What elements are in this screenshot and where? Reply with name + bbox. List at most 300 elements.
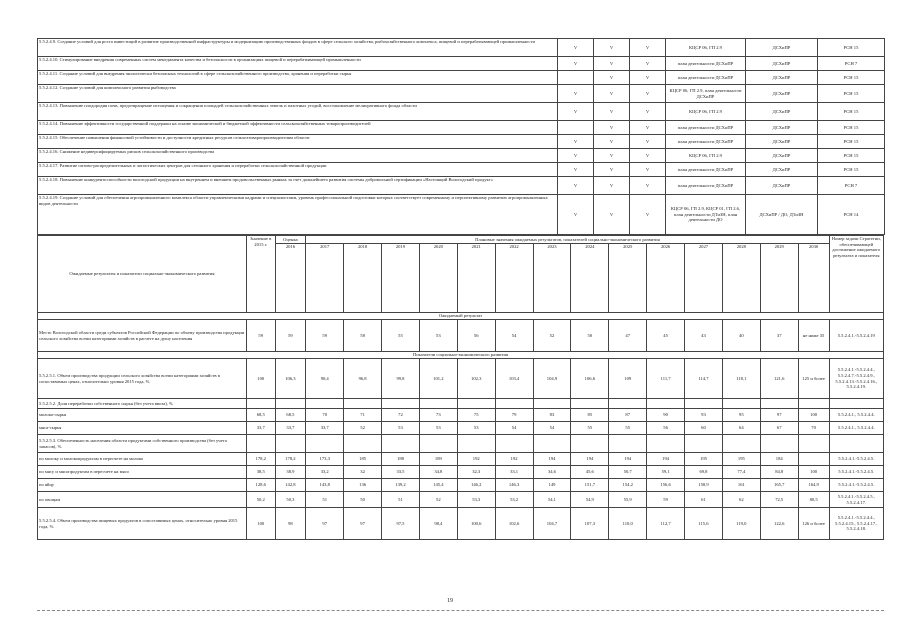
measure-row [38,85,885,103]
measure-document: КЦСР 06, ГП 2.9, план деятельности ДСХиПР [666,85,746,103]
measure-text: 5.5.2.4.9. Создание условий для роста инвестиций в развитие производственной инфраструктуры и модернизацию производственных фондов в сфере сельского хозяйства, рыбохозяйственного комплекса, пищевой и перерабатывающей промышленности [38,39,558,57]
measure-rsn: РСН 15 [818,121,885,135]
year-header: 2019 [382,244,420,313]
result-row [38,466,884,479]
result-value [798,453,829,466]
result-task: 5.5.2.4.1.-5.5.2.4.5. [829,479,883,492]
measure-rsn: РСН 15 [818,103,885,121]
result-row [38,359,884,399]
result-task [829,399,883,409]
result-value: 53 [457,422,495,435]
result-value: 184 [760,453,798,466]
result-value: 101,2 [419,359,457,399]
measure-mark-a [558,121,594,135]
result-value: 106,3 [275,359,306,399]
result-value: 59 [275,320,306,352]
measure-mark-b: V [594,177,630,195]
measure-executor: ДСХиПР [746,135,818,149]
result-value: 100,6 [457,508,495,540]
result-value: 73 [419,409,457,422]
measure-document: план деятельности ДСХиПР [666,121,746,135]
result-value [382,399,420,409]
measure-row [38,177,885,195]
result-task: 5.5.2.4.1.-5.5.2.4.4., 5.5.2.4.7.-5.5.2.4.9., 5.5.2.4.13.-5.5.2.4.16., 5.5.2.4.19. [829,359,883,399]
result-value [609,435,647,453]
result-value: 112,7 [647,508,685,540]
result-value: 99,8 [382,359,420,399]
result-value: 100 [798,409,829,422]
result-value: 102,6 [495,508,533,540]
result-value: 103,4 [495,359,533,399]
result-value [275,435,306,453]
year-header: 2018 [344,244,382,313]
measure-executor: ДСХиПР [746,39,818,57]
result-value: 64 [722,422,760,435]
result-value: 55,9 [609,492,647,508]
measure-document: план деятельности ДСХиПР [666,71,746,85]
result-value [722,399,760,409]
result-value: 50,7 [609,466,647,479]
result-value: 37 [760,320,798,352]
measures-table [37,38,885,235]
measure-rsn: РСН 7 [818,177,885,195]
result-value: 53,3 [457,492,495,508]
result-value: 136 [344,479,382,492]
result-value: 50 [571,320,609,352]
measure-mark-c: V [630,103,666,121]
result-value: 53 [419,422,457,435]
result-value: 122,6 [760,508,798,540]
result-value: 69,8 [685,466,723,479]
result-value: 100 [798,466,829,479]
year-header: 2023 [533,244,571,313]
result-label: по молоку и молокопродуктам в пересчете на молоко [38,453,247,466]
result-value: 104,9 [533,359,571,399]
result-value [798,399,829,409]
measure-text: 5.5.2.4.18. Повышение конкурентоспособности вологодской продукции на внутреннем и внешнем продовольственных рынках за счет дальнейшего развития системы добровольной сертификации «Настоящий Вологодский продукт» [38,177,558,195]
result-value: 52 [419,492,457,508]
result-value: 97 [306,508,344,540]
result-value [760,399,798,409]
result-value: 100 [246,359,275,399]
result-value: 173,3 [306,453,344,466]
result-value: 59 [306,320,344,352]
measure-executor: ДСХиПР [746,177,818,195]
result-value: 151,7 [571,479,609,492]
measure-document: КЦСР 06, ГП 2.9 [666,149,746,163]
measure-text: 5.5.2.4.12. Создание условий для комплексного развития рыбоводства [38,85,558,103]
result-value: 97 [760,409,798,422]
measure-mark-a [558,71,594,85]
measure-mark-c: V [630,195,666,235]
measure-row [38,71,885,85]
results-label-header: Ожидаемые результаты и показатели социально-экономического развития [38,236,247,313]
result-value: 165,7 [760,479,798,492]
result-value: 161 [722,479,760,492]
result-value: 111,7 [647,359,685,399]
result-value: 118,1 [722,359,760,399]
result-value: 34,6 [533,466,571,479]
year-header: 2017 [306,244,344,313]
result-label: молока-сырья [38,409,247,422]
measure-mark-a: V [558,149,594,163]
year-header: 2022 [495,244,533,313]
measure-row [38,163,885,177]
result-value [685,435,723,453]
result-value [571,399,609,409]
result-value: 185 [344,453,382,466]
result-value: 178,2 [275,453,306,466]
result-value: 40 [722,320,760,352]
result-value: 59 [246,320,275,352]
result-value: 47 [609,320,647,352]
result-value: 54,9 [571,492,609,508]
result-value: 33,1 [495,466,533,479]
result-value: 93 [685,409,723,422]
result-value: 98,4 [419,508,457,540]
result-value: 143,8 [306,479,344,492]
result-value [722,435,760,453]
result-value: 121,6 [760,359,798,399]
result-value: 100 [246,508,275,540]
measure-rsn: РСН 7 [818,57,885,71]
result-value: 85 [571,409,609,422]
measure-document: план деятельности ДСХиПР [666,163,746,177]
result-value [382,435,420,453]
measure-document: план деятельности ДСХиПР [666,135,746,149]
result-value: 80,5 [798,492,829,508]
result-row [38,320,884,352]
result-task [829,435,883,453]
result-value [647,435,685,453]
measure-rsn: РСН 15 [818,71,885,85]
result-task: 5.5.2.4.1.-5.5.2.4.5. [829,453,883,466]
section-expected-result: Ожидаемый результат [38,313,884,320]
result-value [275,399,306,409]
measure-rsn: РСН 15 [818,85,885,103]
measure-rsn: РСН 15 [818,149,885,163]
measure-mark-b: V [594,121,630,135]
result-value: 72,5 [760,492,798,508]
result-value: 104,7 [533,508,571,540]
result-value [495,435,533,453]
section-indicators-row [38,352,884,359]
result-value: 75 [457,409,495,422]
year-header: 2027 [685,244,723,313]
result-value: 194 [609,453,647,466]
result-value: 71 [344,409,382,422]
page-number: 19 [447,598,453,604]
result-value: 51 [306,492,344,508]
result-value: 189 [419,453,457,466]
measure-mark-b: V [594,57,630,71]
result-value: 54 [533,422,571,435]
measure-mark-a: V [558,163,594,177]
measure-rsn: РСН 14 [818,195,885,235]
measure-row [38,103,885,121]
result-value: 110,0 [609,508,647,540]
result-value [246,399,275,409]
measure-document: план деятельности ДСХиПР [666,57,746,71]
result-value: 106,6 [571,359,609,399]
result-value: 32 [344,466,382,479]
result-value [457,435,495,453]
measure-mark-c: V [630,85,666,103]
result-value: 50,3 [275,492,306,508]
result-value: 50 [344,492,382,508]
measure-text: 5.5.2.4.15. Обеспечение повышения финансовой устойчивости и доступности кредитных ресурсов сельхозтоваропроизводителям области [38,135,558,149]
result-label: Место Вологодской области среди субъектов Российской Федерации по объему производства продукции сельского хозяйства всеми категориями хозяйств в расчете на душу населения [38,320,247,352]
measure-row [38,39,885,57]
result-value: 97,5 [382,508,420,540]
result-value: 60 [685,422,723,435]
measure-row [38,57,885,71]
result-value: 58 [344,320,382,352]
result-value: 146,2 [457,479,495,492]
year-header: 2016 [275,244,306,313]
result-value: 62 [722,492,760,508]
result-value: 54 [495,422,533,435]
result-value: 33,7 [306,422,344,435]
result-value: 70 [798,422,829,435]
result-value: 51 [382,492,420,508]
section-expected-result-row [38,313,884,320]
measure-mark-b: V [594,71,630,85]
results-table [37,235,884,540]
result-label: 5.5.2.5.3. Обеспеченность населения области продуктами собственного производства (без учета запасов), % [38,435,247,453]
measure-rsn: РСН 15 [818,163,885,177]
result-value: 43 [685,320,723,352]
result-value: 96,8 [344,359,382,399]
document-page [37,38,884,540]
result-value: 38,5 [246,466,275,479]
measure-text: 5.5.2.4.11. Создание условий для внедрения экологически безопасных технологий в сфере сельскохозяйственного производства, хранения и переработки сырья [38,71,558,85]
result-value: 67 [760,422,798,435]
result-value: 56 [647,422,685,435]
result-value [419,399,457,409]
task-number-header: Номер задачи Стратегии, обеспечивающей достижение ожидаемого результата и показателя [829,236,883,313]
measure-executor: ДСХиПР [746,57,818,71]
result-value: 139,2 [382,479,420,492]
result-value: 178,2 [246,453,275,466]
measure-row [38,121,885,135]
result-value: 195 [685,453,723,466]
result-value [685,399,723,409]
measure-mark-a: V [558,135,594,149]
result-value: 33,5 [382,466,420,479]
result-value: 61 [685,492,723,508]
result-value [306,399,344,409]
result-value [609,399,647,409]
result-value: 192 [457,453,495,466]
measure-executor: ДСХиПР [746,163,818,177]
result-value: 188 [382,453,420,466]
result-value: 158,9 [685,479,723,492]
result-task: 5.5.2.4.1., 5.5.2.4.4. [829,409,883,422]
measure-mark-a: V [558,39,594,57]
measure-mark-c: V [630,177,666,195]
measure-mark-c: V [630,163,666,177]
result-row [38,409,884,422]
result-row [38,492,884,508]
result-value [647,399,685,409]
result-value [457,399,495,409]
measure-executor: ДСХиПР [746,103,818,121]
result-value: 125 и более [798,359,829,399]
result-value: 87 [609,409,647,422]
result-value: 194 [647,453,685,466]
measure-executor: ДСХиПР [746,71,818,85]
measure-executor: ДСХиПР / ДО, ДТиЗН [746,195,818,235]
measure-executor: ДСХиПР [746,121,818,135]
result-value: 102,3 [457,359,495,399]
result-value: 68,5 [246,409,275,422]
result-value [533,435,571,453]
result-value: 38,9 [275,466,306,479]
result-task: 5.5.2.4.1., 5.5.2.4.4. [829,422,883,435]
result-value: 56 [457,320,495,352]
result-value: 33,2 [306,466,344,479]
result-value [344,399,382,409]
result-value [306,435,344,453]
result-value: 34,8 [419,466,457,479]
estimate-header: Оценка [275,236,306,244]
result-value: 146,3 [495,479,533,492]
year-header: 2026 [647,244,685,313]
measure-row [38,135,885,149]
result-value: 119,0 [722,508,760,540]
measure-mark-c: V [630,149,666,163]
measure-executor: ДСХиПР [746,149,818,163]
result-value: 54 [495,320,533,352]
result-value: 156,6 [647,479,685,492]
result-label: 5.5.2.5.2. Доля переработки собственного сырья (без учета ввоза), % [38,399,247,409]
result-label: 5.5.2.5.4. Объем производства пищевых продуктов в сопоставимых ценах, относительно уровня 2015 года, % [38,508,247,540]
result-row [38,479,884,492]
result-value: 68,5 [275,409,306,422]
result-value [533,399,571,409]
result-value: 98 [275,508,306,540]
measure-document: КЦСР 06, ГП 2.9, КЦСР 01, ГП 2.6, план деятельности ДТиЗН, план деятельности ДО [666,195,746,235]
result-value: 45 [647,320,685,352]
result-value: 90,4 [306,359,344,399]
measure-document: КЦСР 06, ГП 2.9 [666,103,746,121]
measure-mark-c: V [630,121,666,135]
measure-mark-a: V [558,85,594,103]
result-value: 145,4 [419,479,457,492]
result-value: не ниже 35 [798,320,829,352]
result-label: по овощам [38,492,247,508]
measure-mark-b: V [594,195,630,235]
result-value: 50,2 [246,492,275,508]
result-value: 55 [571,422,609,435]
base-year-header: Значение в 2015 г. [246,236,275,313]
result-value: 32,3 [457,466,495,479]
result-value: 109 [609,359,647,399]
measure-mark-c: V [630,39,666,57]
result-value: 45,6 [571,466,609,479]
measure-mark-a: V [558,57,594,71]
measure-rsn: РСН 15 [818,135,885,149]
measure-mark-b: V [594,149,630,163]
result-value: 164,9 [798,479,829,492]
section-indicators: Показатели социально-экономического развития [38,352,884,359]
result-row [38,435,884,453]
result-value: 195 [722,453,760,466]
result-value: 192 [495,453,533,466]
year-header: 2028 [722,244,760,313]
result-value: 107,3 [571,508,609,540]
result-value: 55 [609,422,647,435]
measure-row [38,195,885,235]
result-value: 77,4 [722,466,760,479]
result-value [798,435,829,453]
result-value: 114,7 [685,359,723,399]
page-bottom-rule [37,610,884,611]
result-label: по яйцу [38,479,247,492]
measure-mark-b: V [594,163,630,177]
result-value: 55 [382,320,420,352]
result-value: 128,6 [246,479,275,492]
measure-text: 5.5.2.4.13. Повышение плодородия почв, предотвращение истощения и сокращения площадей сельскохозяйственных земель и пахотных угодий, восстановление мелиоративного фонда области [38,103,558,121]
measure-executor: ДСХиПР [746,85,818,103]
measure-document: план деятельности ДСХиПР [666,177,746,195]
measure-text: 5.5.2.4.14. Повышение эффективности государственной поддержки на основе экономической и бюджетной эффективности сельскохозяйственных товаропроизводителей [38,121,558,135]
measure-text: 5.5.2.4.17. Развитие оптово-распределительных и логистических центров для сезонного хранения и переработки сельскохозяйственной продукции [38,163,558,177]
result-value: 149 [533,479,571,492]
result-value [760,435,798,453]
measure-text: 5.5.2.4.16. Снижение недиверсифицируемых рисков сельскохозяйственного производства [38,149,558,163]
measure-mark-b: V [594,135,630,149]
measure-mark-a: V [558,195,594,235]
measure-mark-a: V [558,177,594,195]
result-task: 5.5.2.4.1.-5.5.2.4.4., 5.5.2.4.15., 5.5.2.4.17., 5.5.2.4.18. [829,508,883,540]
result-row [38,453,884,466]
result-value: 154,2 [609,479,647,492]
result-label: мяса-сырья [38,422,247,435]
result-task: 5.5.2.4.1.-5.5.2.4.19 [829,320,883,352]
result-value: 52 [344,422,382,435]
result-row [38,508,884,540]
measure-mark-c: V [630,135,666,149]
result-value: 59,1 [647,466,685,479]
result-value [419,435,457,453]
year-header: 2020 [419,244,457,313]
result-row [38,422,884,435]
measure-mark-c: V [630,57,666,71]
measure-text: 5.5.2.4.10. Стимулирование внедрения современных систем менеджмента качества и безопасности в организациях пищевой и перерабатывающей промышленности [38,57,558,71]
year-header: 2029 [760,244,798,313]
result-value: 33,7 [275,422,306,435]
result-value: 72 [382,409,420,422]
result-value: 79 [495,409,533,422]
result-value: 142,8 [275,479,306,492]
result-value: 90 [647,409,685,422]
result-value: 59 [647,492,685,508]
result-value: 194 [571,453,609,466]
measure-mark-b: V [594,85,630,103]
measure-text: 5.5.2.4.19. Создание условий для обеспечения агропромышленного комплекса области управленческими кадрами и специалистами, уровень профессиональной подготовки которых соответствует современному и перспективному развитию агропромышленных видов деятельности [38,195,558,235]
result-value [571,435,609,453]
result-value [495,399,533,409]
result-task: 5.5.2.4.1.-5.5.2.4.5., 5.5.2.4.17. [829,492,883,508]
result-value: 33,7 [246,422,275,435]
result-value: 84,8 [760,466,798,479]
result-label: по мясу и мясопродуктам в пересчете на мясо [38,466,247,479]
result-value: 53 [382,422,420,435]
result-value [344,435,382,453]
result-value: 53,2 [495,492,533,508]
